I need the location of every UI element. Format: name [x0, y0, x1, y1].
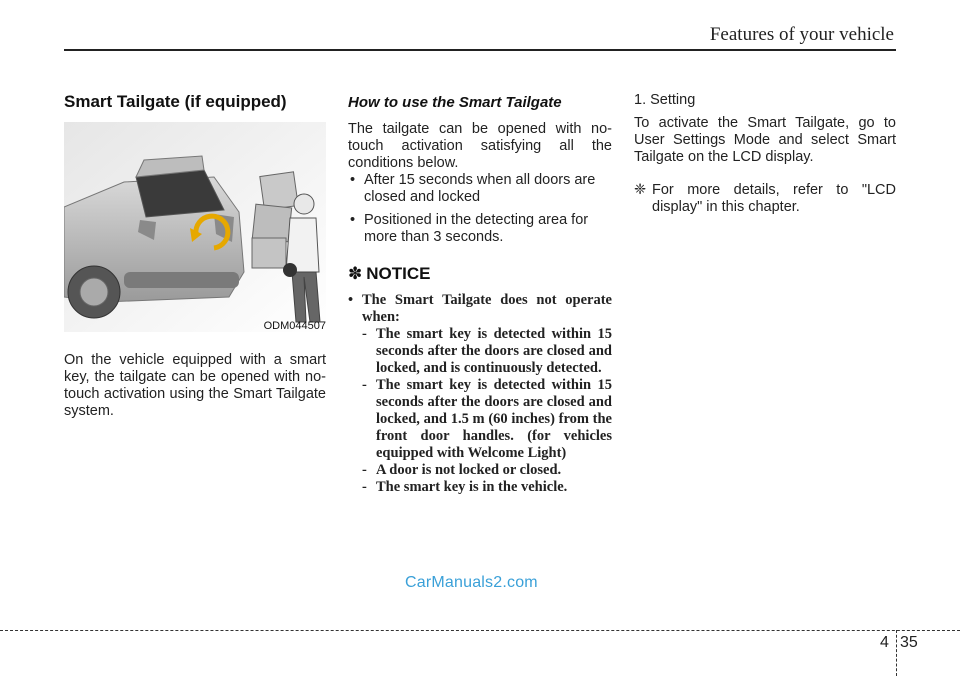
list-item: • Positioned in the detecting area for more than 3 seconds. — [350, 212, 589, 245]
howto-paragraph: The tailgate can be opened with no-touch activation satisfying all the conditions below. — [348, 121, 612, 171]
footer-separator — [896, 630, 897, 676]
refer-note: ❈ For more details, refer to "LCD display" in this chapter. — [634, 182, 896, 215]
list-item: - The smart key is detected within 15 seconds after the doors are closed and locked, and 1.5 m (60 inches) from the front door handles. (for vehicles equipped with Welcome Light) — [362, 377, 612, 461]
tailgate-illustration — [64, 122, 326, 332]
setting-paragraph: To activate the Smart Tailgate, go to User Settings Mode and select Smart Tailgate on the LCD display. — [634, 115, 896, 165]
column-middle — [348, 92, 612, 496]
notice-star-icon: ✽ — [348, 264, 363, 283]
list-item: - The smart key is in the vehicle. — [362, 479, 568, 495]
header-rule — [64, 49, 896, 51]
section-title: Smart Tailgate (if equipped) — [64, 92, 287, 111]
chapter-number: 4 — [880, 634, 889, 651]
notice-body — [348, 292, 612, 496]
notice-lead: • The Smart Tailgate does not operate when: — [348, 292, 612, 325]
setting-step: 1. Setting — [634, 92, 696, 108]
howto-title: How to use the Smart Tailgate — [348, 94, 562, 111]
header-title: Features of your vehicle — [709, 24, 894, 45]
tailgate-figure — [64, 122, 326, 332]
notice-heading: ✽ NOTICE — [348, 264, 431, 283]
column-left — [64, 92, 326, 420]
list-item: - A door is not locked or closed. — [362, 462, 562, 478]
figure-code: ODM044507 — [263, 320, 326, 332]
page-number: 35 — [900, 634, 918, 651]
conditions-list — [348, 172, 612, 246]
intro-paragraph: On the vehicle equipped with a smart key, the tailgate can be opened with no-touch activation using the Smart Tailgate system. — [64, 352, 326, 419]
footer-rule — [0, 630, 960, 631]
column-right — [634, 92, 896, 216]
list-item: - The smart key is detected within 15 seconds after the doors are closed and locked, and is continuously detected. — [362, 326, 612, 376]
watermark-link[interactable]: CarManuals2.com — [405, 574, 538, 591]
reference-mark-icon: ❈ — [634, 182, 647, 198]
list-item: • After 15 seconds when all doors are closed and locked — [350, 172, 596, 205]
